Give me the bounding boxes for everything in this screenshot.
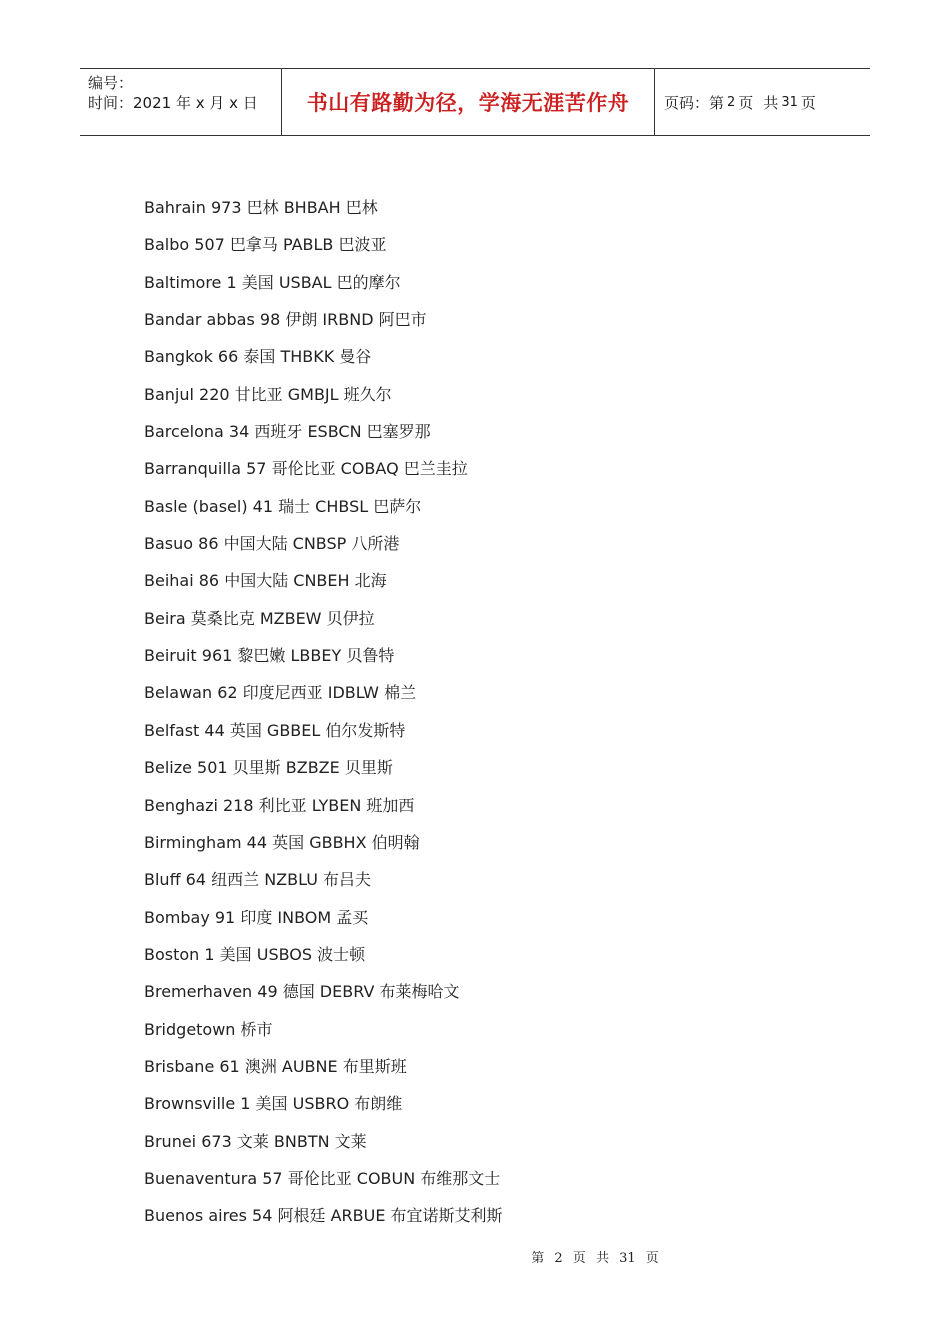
header-page-total: 31 — [781, 94, 798, 110]
page-footer — [0, 1247, 950, 1266]
footer-page-total: 31 — [619, 1251, 636, 1266]
footer-suffix: 页 — [645, 1251, 659, 1266]
header-page-mid: 页 — [738, 93, 754, 112]
header-page-total-prefix: 共 — [763, 93, 779, 112]
list-item: Buenaventura 57 哥伦比亚 COBUN 布维那文士 — [144, 1168, 501, 1188]
list-item: Benghazi 218 利比亚 LYBEN 班加西 — [144, 795, 415, 815]
list-item: Beihai 86 中国大陆 CNBEH 北海 — [144, 571, 387, 591]
document-header — [80, 68, 870, 136]
list-item: Buenos aires 54 阿根廷 ARBUE 布宜诺斯艾利斯 — [144, 1206, 503, 1226]
list-item: Basuo 86 中国大陆 CNBSP 八所港 — [144, 534, 400, 554]
list-item: Brisbane 61 澳洲 AUBNE 布里斯班 — [144, 1056, 407, 1076]
list-item: Bahrain 973 巴林 BHBAH 巴林 — [144, 198, 378, 217]
document-date: 时间：2021 年 x 月 x 日 — [88, 94, 258, 112]
list-item: Bandar abbas 98 伊朗 IRBND 阿巴市 — [144, 310, 427, 330]
list-item: Bridgetown 桥市 — [144, 1019, 273, 1039]
list-item: Boston 1 美国 USBOS 波士顿 — [144, 944, 366, 964]
footer-total-prefix: 共 — [595, 1251, 609, 1266]
list-item: Bluff 64 纽西兰 NZBLU 布吕夫 — [144, 870, 372, 890]
list-item: Bremerhaven 49 德国 DEBRV 布莱梅哈文 — [144, 982, 460, 1002]
header-page-suffix: 页 — [800, 93, 816, 112]
footer-prefix: 第 — [531, 1251, 545, 1266]
list-item: Birmingham 44 英国 GBBHX 伯明翰 — [144, 832, 420, 852]
list-item: Beira 莫桑比克 MZBEW 贝伊拉 — [144, 608, 375, 628]
list-item: Banjul 220 甘比亚 GMBJL 班久尔 — [144, 384, 392, 404]
document-code-label: 编号： — [88, 74, 134, 92]
list-item: Balbo 507 巴拿马 PABLB 巴波亚 — [144, 235, 387, 255]
footer-page-current: 2 — [554, 1251, 563, 1266]
header-page-prefix: 页码：第 — [664, 93, 725, 112]
header-meta — [80, 69, 281, 135]
list-item: Brownsville 1 美国 USBRO 布朗维 — [144, 1094, 403, 1114]
list-item: Basle (basel) 41 瑞士 CHBSL 巴萨尔 — [144, 496, 422, 516]
list-item: Belize 501 贝里斯 BZBZE 贝里斯 — [144, 758, 393, 778]
footer-mid: 页 — [572, 1251, 586, 1266]
list-item: Bangkok 66 泰国 THBKK 曼谷 — [144, 347, 372, 367]
list-item: Barcelona 34 西班牙 ESBCN 巴塞罗那 — [144, 422, 431, 442]
list-item: Barranquilla 57 哥伦比亚 COBAQ 巴兰圭拉 — [144, 459, 468, 479]
list-item: Belfast 44 英国 GBBEL 伯尔发斯特 — [144, 720, 406, 740]
header-page-info — [655, 69, 870, 135]
list-item: Baltimore 1 美国 USBAL 巴的摩尔 — [144, 272, 401, 292]
list-item: Beiruit 961 黎巴嫩 LBBEY 贝鲁特 — [144, 646, 395, 666]
header-motto: 书山有路勤为径，学海无涯苦作舟 — [281, 69, 655, 135]
list-item: Bombay 91 印度 INBOM 孟买 — [144, 907, 369, 927]
header-page-current: 2 — [727, 94, 736, 110]
list-item: Brunei 673 文莱 BNBTN 文莱 — [144, 1131, 367, 1151]
port-list — [144, 195, 503, 1241]
list-item: Belawan 62 印度尼西亚 IDBLW 棉兰 — [144, 683, 417, 703]
